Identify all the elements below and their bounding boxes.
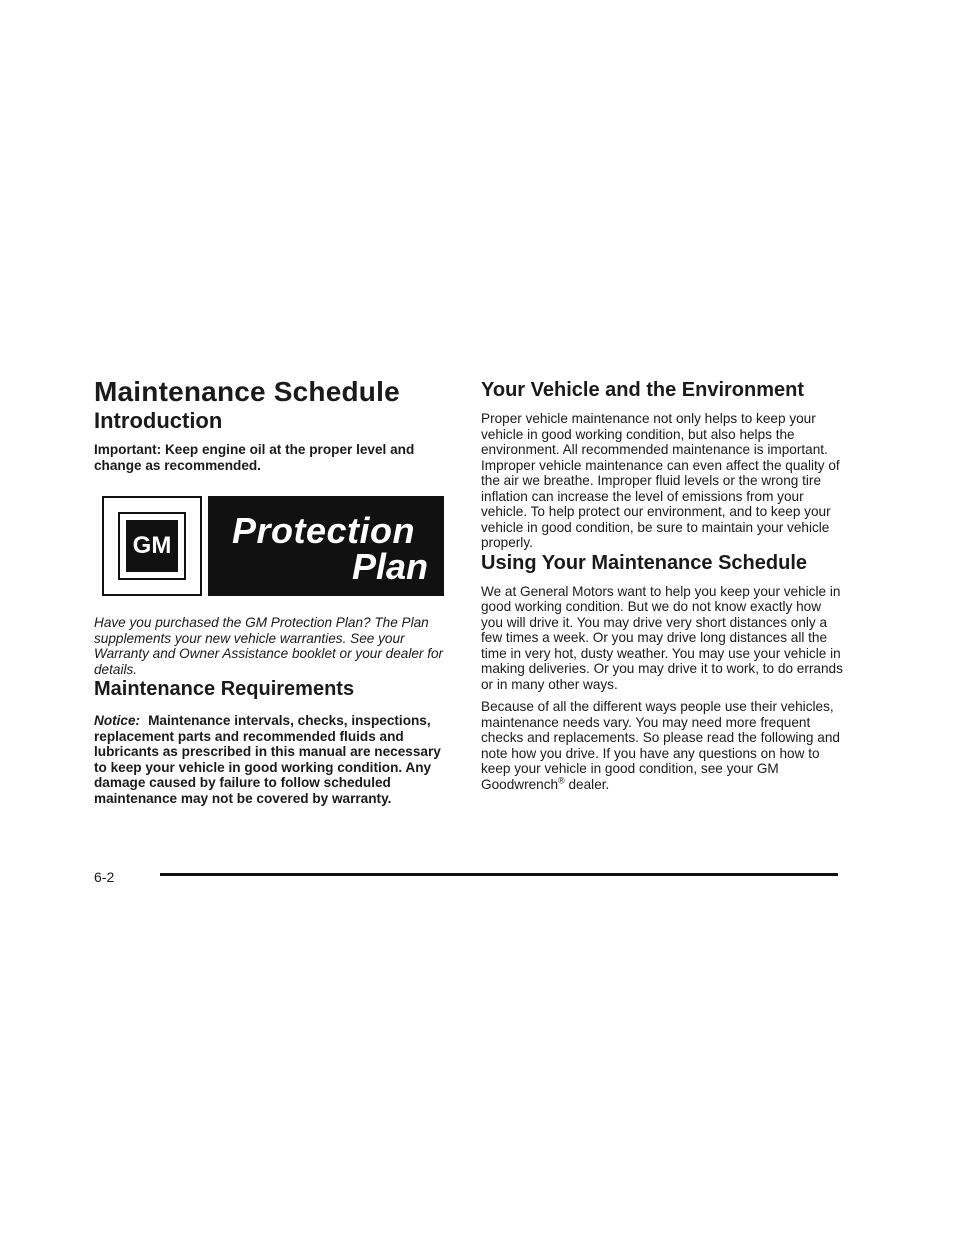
using-schedule-paragraph-2-end: dealer.	[564, 776, 610, 792]
gm-logo	[102, 496, 202, 596]
page-title: Maintenance Schedule	[94, 376, 400, 407]
using-schedule-paragraph-1: We at General Motors want to help you keep your vehicle in good working condition. But we do not know exactly how you will drive it. You may drive very short distances only a few times a week. Or you may drive long distances all the time in very hot, dusty weather. You may use your vehicle in making deliveries. Or you may drive it to work, to do errands or in many other ways.	[481, 583, 843, 692]
gm-protection-plan-logo	[102, 496, 444, 596]
using-schedule-heading: Using Your Maintenance Schedule	[481, 551, 807, 574]
protection-plan-line2: Plan	[351, 546, 428, 587]
notice-label: Notice:	[94, 713, 141, 728]
protection-plan-caption: Have you purchased the GM Protection Plan? The Plan supplements your new vehicle warranties. See your Warranty and Owner Assistance booklet or your dealer for details.	[94, 615, 444, 677]
environment-paragraph: Proper vehicle maintenance not only helps to keep your vehicle in good working condition, but also helps the environment. All recommended maintenance is important. Improper vehicle maintenance can even affect the quality of the air we breathe. Improper fluid levels or the wrong tire inflation can increase the level of emissions from your vehicle. To help protect our environment, and to keep your vehicle in good condition, be sure to maintain your vehicle properly.	[481, 411, 840, 550]
footer-rule	[160, 873, 838, 876]
right-column	[481, 378, 843, 792]
important-note: Important: Keep engine oil at the proper level and change as recommended.	[94, 442, 415, 473]
using-schedule-paragraph-2	[481, 699, 843, 792]
using-schedule-paragraph-2-text: Because of all the different ways people use their vehicles, maintenance needs vary. You may need more frequent checks and replacements. So please read the following and note how you drive. If you have any questions on how to keep your vehicle in good condition, see your GM Goodwrench	[481, 699, 840, 792]
introduction-heading: Introduction	[94, 408, 223, 433]
notice-paragraph	[94, 713, 450, 806]
environment-heading: Your Vehicle and the Environment	[481, 379, 805, 401]
registered-mark: ®	[558, 774, 565, 785]
gm-logo-text: GM	[126, 520, 178, 572]
maintenance-requirements-heading: Maintenance Requirements	[94, 678, 355, 700]
left-column	[94, 376, 450, 806]
notice-text: Maintenance intervals, checks, inspections, replacement parts and recommended fluids and lubricants as prescribed in this manual are necessary to keep your vehicle in good working condition. Any damage caused by failure to follow scheduled maintenance may not be covered by warranty.	[94, 713, 441, 806]
protection-plan-line1: Protection	[232, 510, 416, 551]
protection-plan-badge	[208, 496, 444, 596]
page-footer	[94, 864, 838, 884]
page-number: 6-2	[94, 869, 115, 885]
